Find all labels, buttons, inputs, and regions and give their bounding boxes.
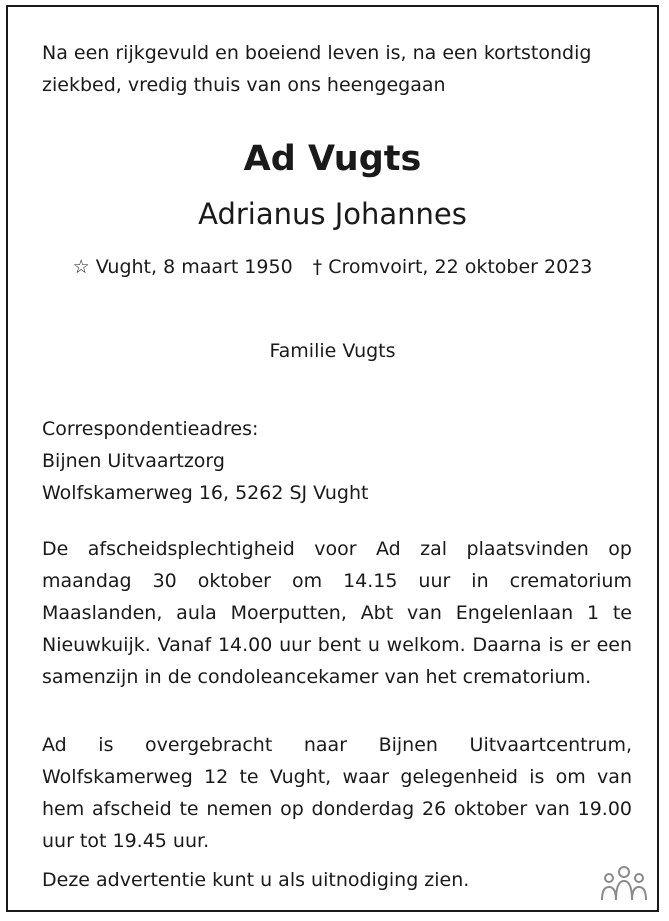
obituary-card [6, 5, 659, 912]
deceased-name: Ad Vugts [243, 139, 422, 179]
correspondence-heading: Correspondentieadres: [42, 418, 259, 440]
family-signature: Familie Vugts [269, 340, 396, 362]
correspondence-address: Wolfskamerweg 16, 5262 SJ Vught [42, 482, 369, 504]
death-date: † Cromvoirt, 22 oktober 2023 [312, 256, 593, 278]
family-people-icon [599, 864, 649, 904]
correspondence-company: Bijnen Uitvaartzorg [42, 450, 225, 472]
deceased-full-name: Adrianus Johannes [198, 197, 467, 231]
closing-text: Deze advertentie kunt u als uitnodiging zien. [42, 869, 470, 891]
life-dates [8, 252, 657, 282]
ceremony-text: De afscheidsplechtigheid voor Ad zal plaatsvinden op maandag 30 oktober om 14.15 uur in crematorium Maaslanden, aula Moerputten, Abt van Engelenlaan 1 te Nieuwkuijk. Vanaf 14.00 uur bent u welkom. Daarna is er een samenzijn in de condoleancekamer van het crematorium. [42, 538, 632, 688]
intro-text: Na een rijkgevuld en boeiend leven is, na een kortstondig ziekbed, vredig thuis van ons heengegaan [42, 42, 592, 96]
viewing-text: Ad is overgebracht naar Bijnen Uitvaartcentrum, Wolfskamerweg 12 te Vught, waar gelegenheid is om van hem afscheid te nemen op donderdag 26 oktober van 19.00 uur tot 19.45 uur. [42, 734, 632, 852]
correspondence-block [42, 413, 632, 509]
birth-date: ☆ Vught, 8 maart 1950 [72, 256, 293, 278]
